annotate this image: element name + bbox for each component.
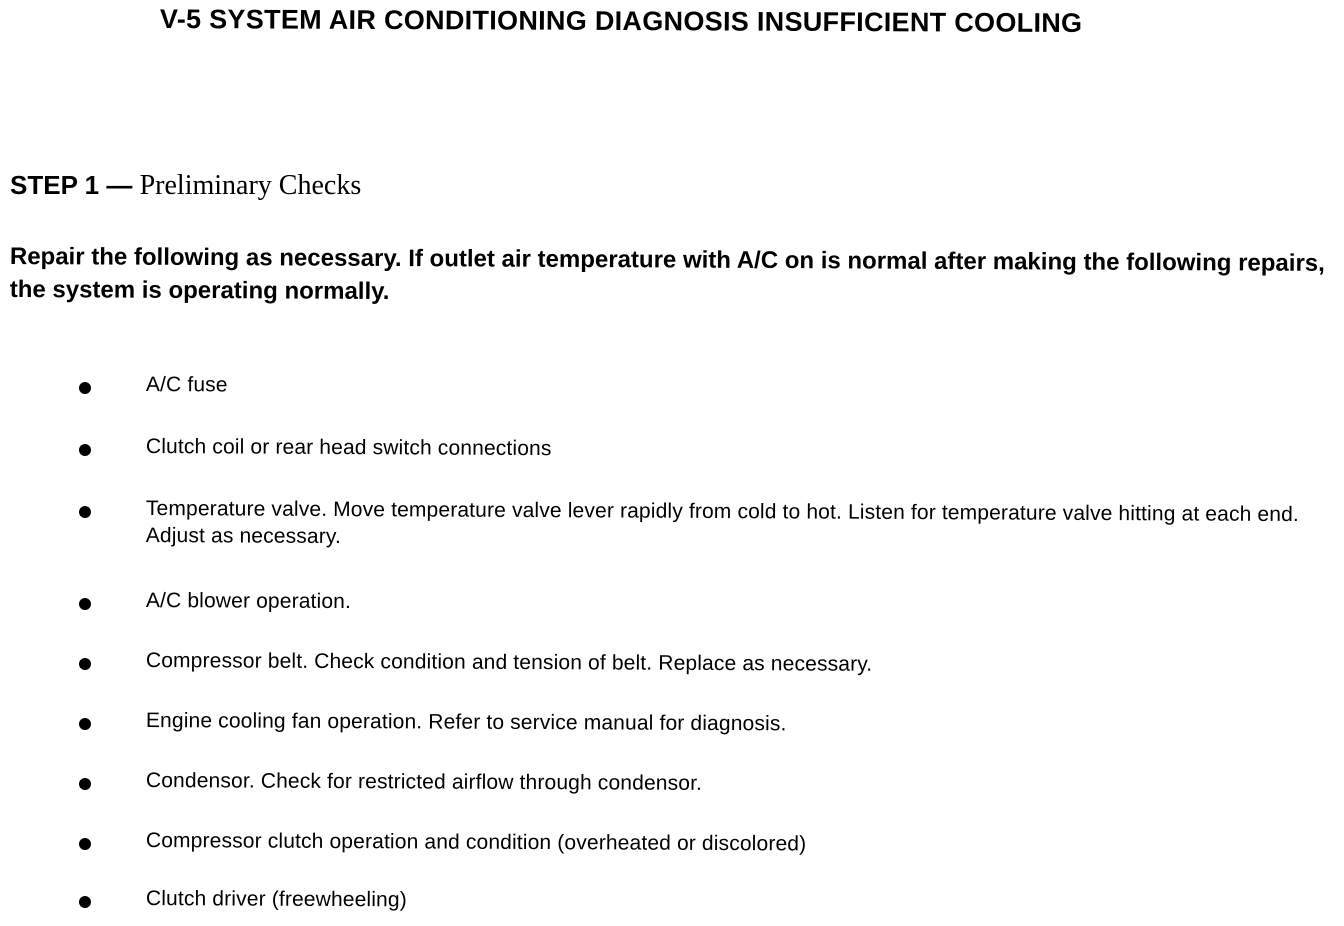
- step-title: Preliminary Checks: [139, 170, 362, 201]
- check-item-text: A/C blower operation.: [145, 589, 352, 614]
- bullet-icon: [79, 506, 91, 518]
- bullet-icon: [79, 658, 91, 670]
- bullet-icon: [79, 382, 91, 394]
- check-item-text: Engine cooling fan operation. Refer to service manual for diagnosis.: [145, 709, 787, 736]
- check-item-text: A/C fuse: [145, 372, 228, 397]
- step-dash: —: [106, 170, 133, 200]
- step-heading: [10, 170, 361, 202]
- bullet-icon: [79, 896, 91, 908]
- bullet-icon: [79, 598, 91, 610]
- intro-paragraph: Repair the following as necessary. If outlet air temperature with A/C on is normal after making the following repairs, the system is operating normally.: [9, 242, 1325, 305]
- bullet-icon: [79, 778, 91, 790]
- document-title: V-5 SYSTEM AIR CONDITIONING DIAGNOSIS INSUFFICIENT COOLING: [159, 4, 1083, 39]
- bullet-icon: [79, 838, 91, 850]
- step-label: STEP 1: [10, 170, 100, 200]
- check-item-text: Compressor belt. Check condition and tension of belt. Replace as necessary.: [145, 649, 873, 676]
- check-item-text: Clutch driver (freewheeling): [145, 887, 407, 912]
- bullet-icon: [79, 444, 91, 456]
- check-item-text: Condensor. Check for restricted airflow through condensor.: [145, 769, 703, 795]
- bullet-icon: [79, 718, 91, 730]
- check-item-text: Temperature valve. Move temperature valve lever rapidly from cold to hot. Listen for temperature valve hitting at each end. Adjust as necessary.: [145, 496, 1299, 549]
- check-item-text: Clutch coil or rear head switch connections: [145, 434, 552, 461]
- check-item-text: Compressor clutch operation and condition (overheated or discolored): [145, 829, 807, 856]
